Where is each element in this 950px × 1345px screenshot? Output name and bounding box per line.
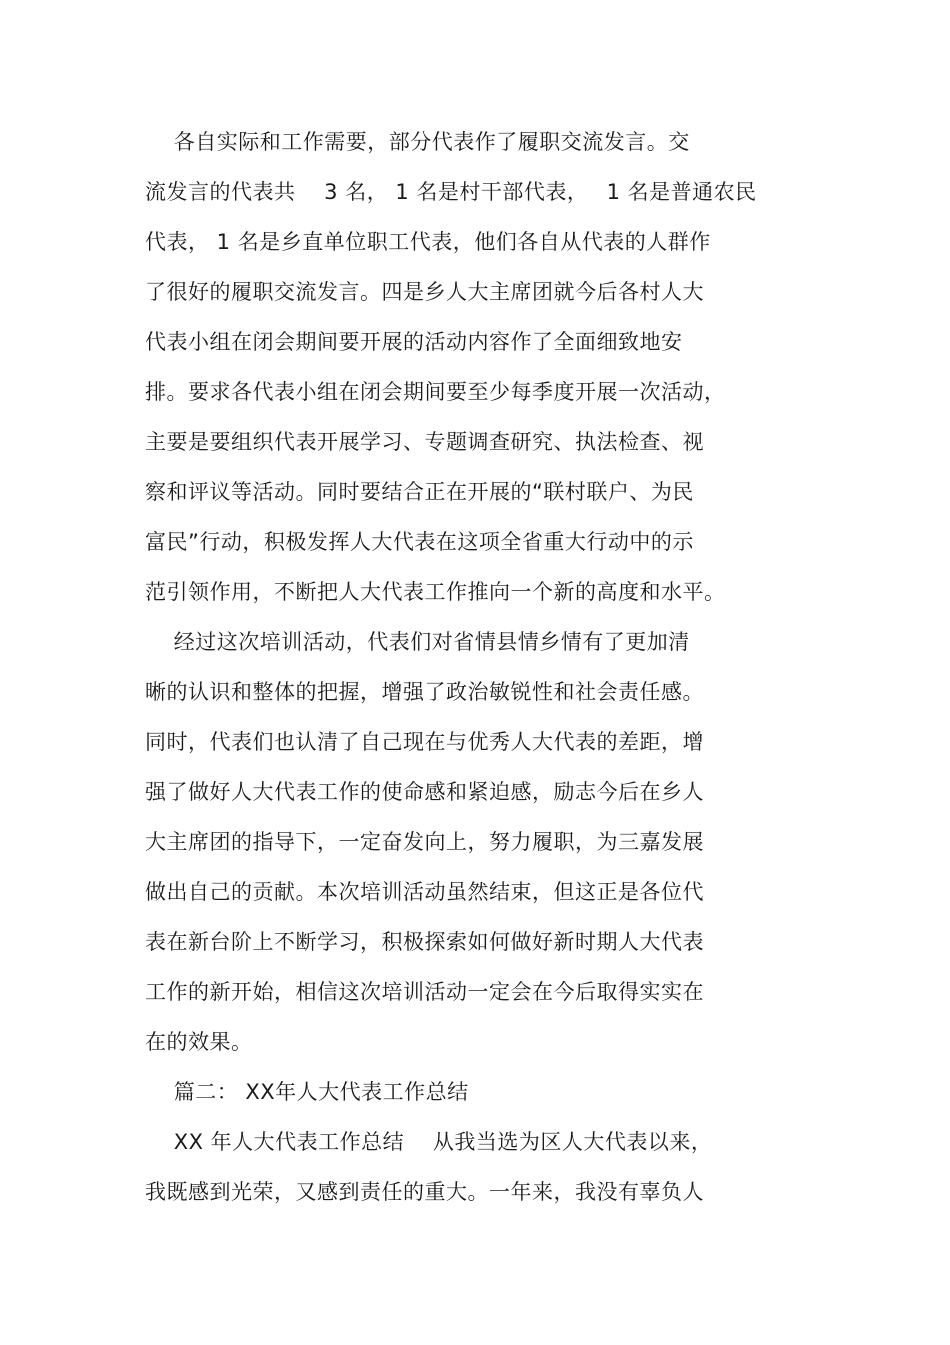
text-line: 大主席团的指导下，一定奋发向上，努力履职，为三嘉发展 — [145, 830, 704, 854]
text-line: 工作的新开始，相信这次培训活动一定会在今后取得实实在 — [145, 980, 704, 1004]
text-line: 各自实际和工作需要，部分代表作了履职交流发言。交 — [145, 130, 690, 154]
text-line: 在的效果。 — [145, 1030, 253, 1054]
text-line: 我既感到光荣，又感到责任的重大。一年来，我没有辜负人 — [145, 1180, 704, 1204]
text-line: 富民”行动，积极发挥人大代表在这项全省重大行动中的示 — [145, 530, 694, 554]
text-line: 做出自己的贡献。本次培训活动虽然结束，但这正是各位代 — [145, 880, 704, 904]
text-line: 流发言的代表共 3 名， 1 名是村干部代表， 1 名是普通农民 — [145, 180, 757, 204]
text-line: 同时，代表们也认清了自己现在与优秀人大代表的差距，增 — [145, 730, 704, 754]
text-line: 经过这次培训活动，代表们对省情县情乡情有了更加清 — [145, 630, 690, 654]
text-line: 主要是要组织代表开展学习、专题调查研究、执法检查、视 — [145, 430, 704, 454]
text-line: 察和评议等活动。同时要结合正在开展的“联村联户、为民 — [145, 480, 694, 504]
text-line: 代表小组在闭会期间要开展的活动内容作了全面细致地安 — [145, 330, 683, 354]
section-heading: 篇二： XX年人大代表工作总结 — [145, 1080, 469, 1104]
text-line: 表在新台阶上不断学习，积极探索如何做好新时期人大代表 — [145, 930, 704, 954]
text-line: 范引领作用，不断把人大代表工作推向一个新的高度和水平。 — [145, 580, 726, 604]
text-line: XX 年人大代表工作总结 从我当选为区人大代表以来， — [145, 1130, 713, 1154]
text-line: 强了做好人大代表工作的使命感和紧迫感，励志今后在乡人 — [145, 780, 704, 804]
text-line: 了很好的履职交流发言。四是乡人大主席团就今后各村人大 — [145, 280, 704, 304]
text-line: 晰的认识和整体的把握，增强了政治敏锐性和社会责任感。 — [145, 680, 704, 704]
text-line: 排。要求各代表小组在闭会期间要至少每季度开展一次活动， — [145, 380, 726, 404]
text-line: 代表， 1 名是乡直单位职工代表，他们各自从代表的人群作 — [145, 230, 711, 254]
